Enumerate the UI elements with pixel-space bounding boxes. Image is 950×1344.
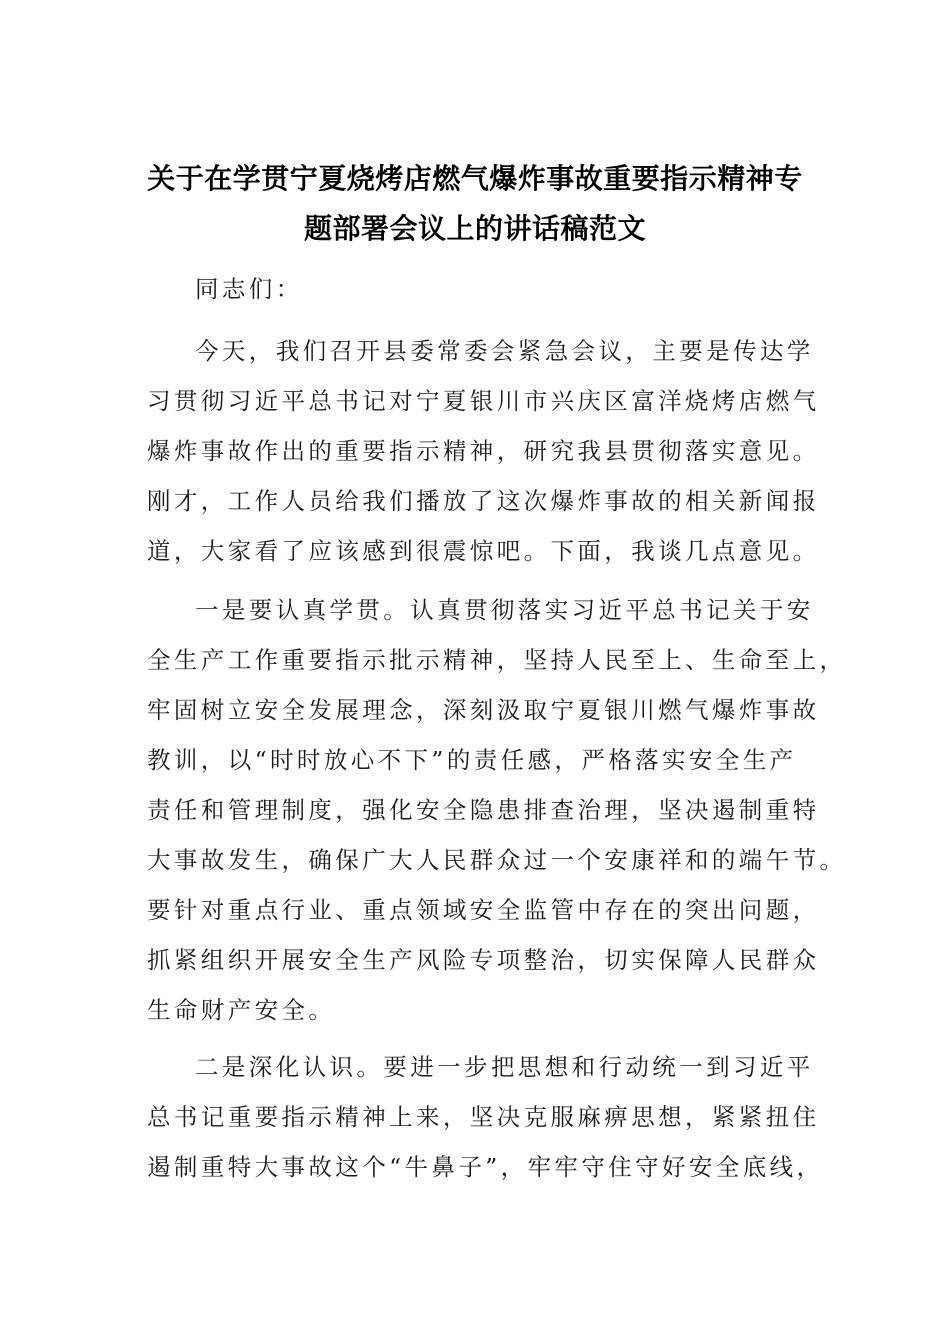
salutation-block	[147, 264, 807, 314]
paragraph-line: 大事故发生，确保广大人民群众过一个安康祥和的端午节。	[147, 846, 847, 874]
paragraph-line: 抓紧组织开展安全生产风险专项整治，切实保障人民群众	[147, 946, 820, 974]
paragraph-line: 责任和管理制度，强化安全隐患排查治理，坚决遏制重特	[147, 796, 820, 824]
paragraph-line: 一是要认真学贯。认真贯彻落实习近平总书记关于安	[195, 596, 814, 624]
paragraph-line: 牢固树立安全发展理念，深刻汲取宁夏银川燃气爆炸事故	[147, 696, 820, 724]
paragraph-line: 二是深化认识。要进一步把思想和行动统一到习近平	[195, 1053, 814, 1081]
salutation: 同志们：	[195, 275, 303, 303]
paragraph-line: 教训，以“时时放心不下”的责任感，严格落实安全生产	[147, 746, 797, 774]
paragraph-line: 要针对重点行业、重点领域安全监管中存在的突出问题，	[147, 896, 820, 924]
paragraph-2	[147, 585, 847, 1035]
paragraph-line: 全生产工作重要指示批示精神，坚持人民至上、生命至上，	[147, 646, 847, 674]
paragraph-line: 遏制重特大事故这个“牛鼻子”，牢牢守住守好安全底线，	[147, 1153, 824, 1181]
paragraph-3	[147, 1042, 824, 1192]
paragraph-line: 道，大家看了应该感到很震惊吧。下面，我谈几点意见。	[147, 537, 820, 565]
paragraph-1	[147, 326, 820, 576]
title-line-1: 关于在学贯宁夏烧烤店燃气爆炸事故重要指示精神专	[147, 162, 803, 195]
paragraph-line: 今天，我们召开县委常委会紧急会议，主要是传达学	[195, 337, 814, 365]
paragraph-line: 生命财产安全。	[147, 996, 336, 1024]
paragraph-line: 爆炸事故作出的重要指示精神，研究我县贯彻落实意见。	[147, 437, 820, 465]
paragraph-line: 刚才，工作人员给我们播放了这次爆炸事故的相关新闻报	[147, 487, 820, 515]
title-line-2: 题部署会议上的讲话稿范文	[303, 212, 646, 245]
paragraph-line: 总书记重要指示精神上来，坚决克服麻痹思想，紧紧扭住	[147, 1103, 820, 1131]
document-title	[110, 154, 840, 254]
paragraph-line: 习贯彻习近平总书记对宁夏银川市兴庆区富洋烧烤店燃气	[147, 387, 820, 415]
